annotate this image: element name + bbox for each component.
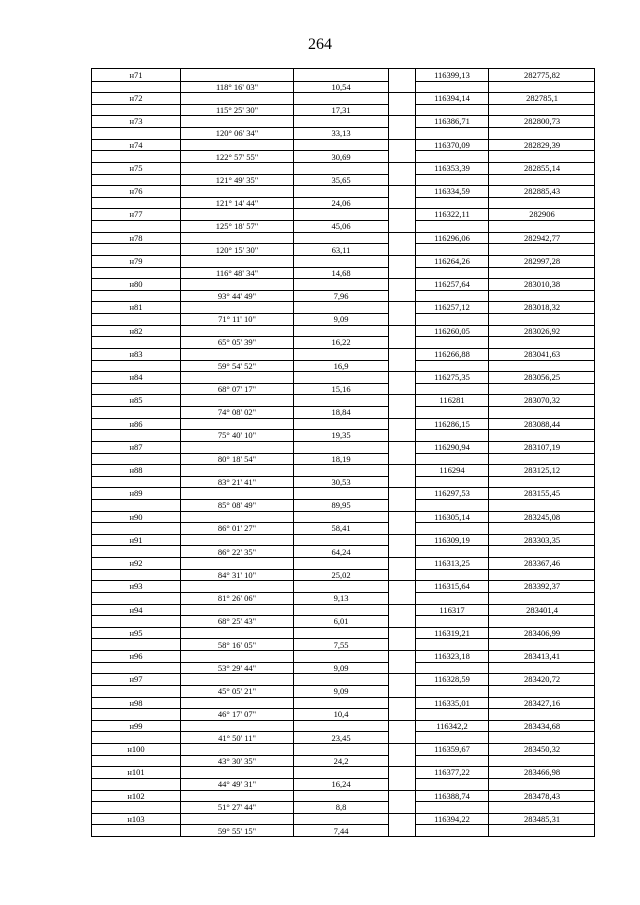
direction-angle: 86° 01' 27" [217, 523, 257, 534]
point-name: н86 [129, 418, 143, 429]
point-name: н72 [129, 93, 143, 104]
row-divider [92, 336, 388, 337]
y-coordinate: 283434,68 [523, 720, 561, 731]
x-coordinate: 116342,2 [436, 720, 468, 731]
point-name: н97 [129, 674, 143, 685]
x-coordinate: 116315,64 [434, 581, 470, 592]
row-divider [416, 731, 594, 732]
y-coordinate: 283303,35 [523, 534, 561, 545]
direction-angle: 115° 25' 30" [215, 105, 259, 116]
point-name: н101 [127, 767, 145, 778]
segment-length: 30,69 [331, 151, 351, 162]
segment-length: 6,01 [333, 616, 349, 627]
y-coordinate: 282997,28 [523, 255, 561, 266]
x-coordinate: 116290,94 [434, 441, 470, 452]
direction-angle: 59° 55' 15" [217, 825, 257, 836]
point-name: н74 [129, 139, 143, 150]
y-coordinate: 283070,32 [523, 395, 561, 406]
point-name: н82 [129, 325, 143, 336]
row-divider [92, 325, 594, 326]
y-coordinate: 283125,12 [523, 465, 561, 476]
x-coordinate: 116257,12 [434, 302, 470, 313]
row-divider [92, 371, 594, 372]
segment-length: 30,53 [331, 476, 351, 487]
direction-angle: 53° 29' 44" [217, 662, 257, 673]
row-divider [92, 197, 388, 198]
segment-length: 7,55 [333, 639, 349, 650]
direction-angle: 74° 08' 02" [217, 407, 257, 418]
segment-length: 15,16 [331, 383, 351, 394]
x-coordinate: 116317 [439, 604, 465, 615]
row-divider [92, 267, 388, 268]
point-name: н85 [129, 395, 143, 406]
segment-length: 25,02 [331, 569, 351, 580]
x-coordinate: 116266,88 [434, 348, 470, 359]
row-divider [92, 766, 594, 767]
segment-length: 16,24 [331, 779, 351, 790]
row-divider [92, 418, 594, 419]
direction-angle: 41° 50' 11" [218, 732, 256, 743]
row-divider [92, 685, 388, 686]
row-divider [416, 313, 594, 314]
y-coordinate: 283245,08 [523, 511, 561, 522]
x-coordinate: 116394,14 [434, 93, 470, 104]
point-name: н76 [129, 186, 143, 197]
y-coordinate: 283401,4 [526, 604, 558, 615]
row-divider [416, 453, 594, 454]
x-coordinate: 116294 [439, 465, 465, 476]
x-coordinate: 116257,64 [434, 279, 470, 290]
row-divider [92, 534, 594, 535]
x-coordinate: 116309,19 [434, 534, 470, 545]
segment-length: 45,06 [331, 221, 351, 232]
row-divider [416, 336, 594, 337]
row-divider [92, 545, 388, 546]
row-divider [92, 232, 594, 233]
row-divider [92, 790, 594, 791]
row-divider [416, 127, 594, 128]
row-divider [92, 673, 594, 674]
segment-length: 24,06 [331, 198, 351, 209]
y-coordinate: 283466,98 [523, 767, 561, 778]
point-name: н94 [129, 604, 143, 615]
row-divider [416, 290, 594, 291]
direction-angle: 116° 48' 34" [215, 267, 259, 278]
row-divider [92, 348, 594, 349]
x-coordinate: 116275,35 [434, 372, 470, 383]
row-divider [92, 115, 594, 116]
segment-length: 33,13 [331, 128, 351, 139]
row-divider [92, 778, 388, 779]
segment-length: 24,2 [333, 755, 349, 766]
direction-angle: 83° 21' 41" [217, 476, 257, 487]
row-divider [92, 755, 388, 756]
point-name: н89 [129, 488, 143, 499]
row-divider [416, 638, 594, 639]
row-divider [92, 813, 594, 814]
row-divider [416, 360, 594, 361]
y-coordinate: 283478,43 [523, 790, 561, 801]
direction-angle: 58° 16' 05" [217, 639, 257, 650]
x-coordinate: 116386,71 [434, 116, 470, 127]
y-coordinate: 282800,73 [523, 116, 561, 127]
row-divider [416, 755, 594, 756]
row-divider [416, 243, 594, 244]
row-divider [92, 511, 594, 512]
y-coordinate: 283427,16 [523, 697, 561, 708]
row-divider [92, 453, 388, 454]
y-coordinate: 282785,1 [526, 93, 558, 104]
row-divider [416, 708, 594, 709]
row-divider [92, 464, 594, 465]
y-coordinate: 283010,38 [523, 279, 561, 290]
row-divider [92, 801, 388, 802]
row-divider [92, 441, 594, 442]
segment-length: 64,24 [331, 546, 351, 557]
row-divider [92, 476, 388, 477]
segment-length: 8,8 [335, 802, 347, 813]
y-coordinate: 283367,46 [523, 558, 561, 569]
point-name: н78 [129, 232, 143, 243]
segment-length: 89,95 [331, 500, 351, 511]
row-divider [92, 662, 388, 663]
row-divider [416, 406, 594, 407]
x-coordinate: 116370,09 [434, 139, 470, 150]
row-divider [416, 522, 594, 523]
row-divider [416, 545, 594, 546]
point-name: н81 [129, 302, 143, 313]
y-coordinate: 282885,43 [523, 186, 561, 197]
direction-angle: 118° 16' 03" [215, 81, 259, 92]
row-divider [92, 174, 388, 175]
row-divider [92, 731, 388, 732]
point-name: н77 [129, 209, 143, 220]
direction-angle: 80° 18' 54" [217, 453, 257, 464]
row-divider [92, 162, 594, 163]
direction-angle: 68° 25' 43" [217, 616, 257, 627]
row-divider [92, 139, 594, 140]
row-divider [92, 557, 594, 558]
point-name: н103 [127, 813, 145, 824]
point-name: н73 [129, 116, 143, 127]
y-coordinate: 282942,77 [523, 232, 561, 243]
y-coordinate: 283392,37 [523, 581, 561, 592]
segment-length: 17,31 [331, 105, 351, 116]
segment-length: 9,09 [333, 686, 349, 697]
x-coordinate: 116388,74 [434, 790, 470, 801]
segment-length: 16,22 [331, 337, 351, 348]
segment-length: 9,09 [333, 314, 349, 325]
row-divider [416, 778, 594, 779]
page-number: 264 [308, 36, 332, 53]
direction-angle: 75° 40' 10" [217, 430, 257, 441]
x-coordinate: 116377,22 [434, 767, 470, 778]
direction-angle: 51° 27' 44" [217, 802, 257, 813]
y-coordinate: 283413,41 [523, 651, 561, 662]
direction-angle: 93° 44' 49" [217, 291, 257, 301]
row-divider [92, 290, 388, 291]
row-divider [92, 81, 388, 82]
point-name: н71 [129, 70, 143, 80]
point-name: н102 [127, 790, 145, 801]
y-coordinate: 282906 [529, 209, 555, 220]
x-coordinate: 116313,25 [434, 558, 470, 569]
point-name: н100 [127, 744, 145, 755]
coordinates-table [91, 68, 595, 837]
point-name: н90 [129, 511, 143, 522]
row-divider [92, 697, 594, 698]
y-coordinate: 283088,44 [523, 418, 561, 429]
point-name: н91 [129, 534, 143, 545]
direction-angle: 45° 05' 21" [217, 686, 257, 697]
row-divider [92, 708, 388, 709]
x-coordinate: 116260,05 [434, 325, 470, 336]
row-divider [416, 150, 594, 151]
point-name: н75 [129, 162, 143, 173]
segment-length: 63,11 [331, 244, 351, 255]
direction-angle: 65° 05' 39" [217, 337, 257, 348]
segment-length: 18,84 [331, 407, 351, 418]
row-divider [92, 824, 388, 825]
direction-angle: 43° 30' 35" [217, 755, 257, 766]
row-divider [92, 360, 388, 361]
direction-angle: 85° 08' 49" [217, 500, 257, 511]
y-coordinate: 283485,31 [523, 813, 561, 824]
direction-angle: 120° 06' 34" [215, 128, 259, 139]
row-divider [92, 185, 594, 186]
row-divider [416, 569, 594, 570]
segment-length: 10,54 [331, 81, 351, 92]
row-divider [416, 174, 594, 175]
point-name: н99 [129, 720, 143, 731]
direction-angle: 71° 11' 10" [218, 314, 256, 325]
row-divider [92, 615, 388, 616]
point-name: н96 [129, 651, 143, 662]
row-divider [92, 104, 388, 105]
y-coordinate: 282829,39 [523, 139, 561, 150]
row-divider [416, 383, 594, 384]
y-coordinate: 283450,32 [523, 744, 561, 755]
row-divider [92, 604, 594, 605]
row-divider [92, 743, 594, 744]
segment-length: 9,09 [333, 662, 349, 673]
point-name: н84 [129, 372, 143, 383]
row-divider [416, 615, 594, 616]
x-coordinate: 116353,39 [434, 162, 470, 173]
row-divider [92, 301, 594, 302]
row-divider [416, 662, 594, 663]
direction-angle: 121° 49' 35" [215, 174, 259, 185]
y-coordinate: 283420,72 [523, 674, 561, 685]
segment-length: 7,96 [333, 291, 349, 301]
point-name: н92 [129, 558, 143, 569]
segment-length: 14,68 [331, 267, 351, 278]
direction-angle: 121° 14' 44" [215, 198, 259, 209]
row-divider [92, 383, 388, 384]
row-divider [92, 255, 594, 256]
point-name: н95 [129, 627, 143, 638]
row-divider [92, 127, 388, 128]
row-divider [416, 81, 594, 82]
direction-angle: 44° 49' 31" [217, 779, 257, 790]
row-divider [416, 267, 594, 268]
row-divider [92, 499, 388, 500]
point-name: н80 [129, 279, 143, 290]
point-name: н83 [129, 348, 143, 359]
row-divider [416, 476, 594, 477]
x-coordinate: 116296,06 [434, 232, 470, 243]
row-divider [92, 208, 594, 209]
x-coordinate: 116323,18 [434, 651, 470, 662]
y-coordinate: 282775,82 [523, 70, 561, 80]
x-coordinate: 116319,21 [434, 627, 470, 638]
row-divider [92, 592, 388, 593]
x-coordinate: 116394,22 [434, 813, 470, 824]
direction-angle: 120° 15' 30" [215, 244, 259, 255]
row-divider [416, 197, 594, 198]
x-coordinate: 116281 [439, 395, 465, 406]
y-coordinate: 283041,63 [523, 348, 561, 359]
direction-angle: 46° 17' 07" [217, 709, 257, 720]
x-coordinate: 116399,13 [434, 70, 470, 80]
row-divider [416, 592, 594, 593]
y-coordinate: 282855,14 [523, 162, 561, 173]
row-divider [92, 569, 388, 570]
segment-length: 19,35 [331, 430, 351, 441]
row-divider [92, 243, 388, 244]
segment-length: 23,45 [331, 732, 351, 743]
row-divider [92, 627, 594, 628]
direction-angle: 81° 26' 06" [217, 593, 257, 604]
row-divider [92, 278, 594, 279]
x-coordinate: 116328,59 [434, 674, 470, 685]
point-name: н88 [129, 465, 143, 476]
x-coordinate: 116334,59 [434, 186, 470, 197]
row-divider [416, 824, 594, 825]
row-divider [92, 429, 388, 430]
row-divider [92, 150, 388, 151]
direction-angle: 86° 22' 35" [217, 546, 257, 557]
row-divider [416, 429, 594, 430]
row-divider [416, 499, 594, 500]
segment-length: 18,19 [331, 453, 351, 464]
point-name: н79 [129, 255, 143, 266]
direction-angle: 68° 07' 17" [217, 383, 257, 394]
x-coordinate: 116359,67 [434, 744, 470, 755]
row-divider [92, 220, 388, 221]
x-coordinate: 116286,15 [434, 418, 470, 429]
direction-angle: 125° 18' 57" [215, 221, 259, 232]
row-divider [92, 638, 388, 639]
x-coordinate: 116322,11 [434, 209, 470, 220]
row-divider [92, 720, 594, 721]
y-coordinate: 283026,92 [523, 325, 561, 336]
segment-length: 35,65 [331, 174, 351, 185]
row-divider [92, 313, 388, 314]
row-divider [416, 104, 594, 105]
point-name: н98 [129, 697, 143, 708]
row-divider [92, 487, 594, 488]
direction-angle: 59° 54' 52" [217, 360, 257, 371]
column-divider [388, 69, 389, 836]
y-coordinate: 283056,25 [523, 372, 561, 383]
row-divider [416, 801, 594, 802]
x-coordinate: 116264,26 [434, 255, 470, 266]
y-coordinate: 283406,99 [523, 627, 561, 638]
row-divider [92, 650, 594, 651]
point-name: н93 [129, 581, 143, 592]
y-coordinate: 283155,45 [523, 488, 561, 499]
row-divider [92, 522, 388, 523]
segment-length: 9,13 [333, 593, 349, 604]
row-divider [92, 580, 594, 581]
row-divider [92, 92, 594, 93]
y-coordinate: 283107,19 [523, 441, 561, 452]
y-coordinate: 283018,32 [523, 302, 561, 313]
row-divider [92, 406, 388, 407]
x-coordinate: 116297,53 [434, 488, 470, 499]
x-coordinate: 116305,14 [434, 511, 470, 522]
segment-length: 10,4 [333, 709, 349, 720]
direction-angle: 122° 57' 55" [215, 151, 259, 162]
direction-angle: 84° 31' 10" [217, 569, 257, 580]
segment-length: 58,41 [331, 523, 351, 534]
row-divider [416, 685, 594, 686]
row-divider [92, 394, 594, 395]
row-divider [416, 220, 594, 221]
segment-length: 16,9 [333, 360, 349, 371]
segment-length: 7,44 [333, 825, 349, 836]
x-coordinate: 116335,01 [434, 697, 470, 708]
point-name: н87 [129, 441, 143, 452]
